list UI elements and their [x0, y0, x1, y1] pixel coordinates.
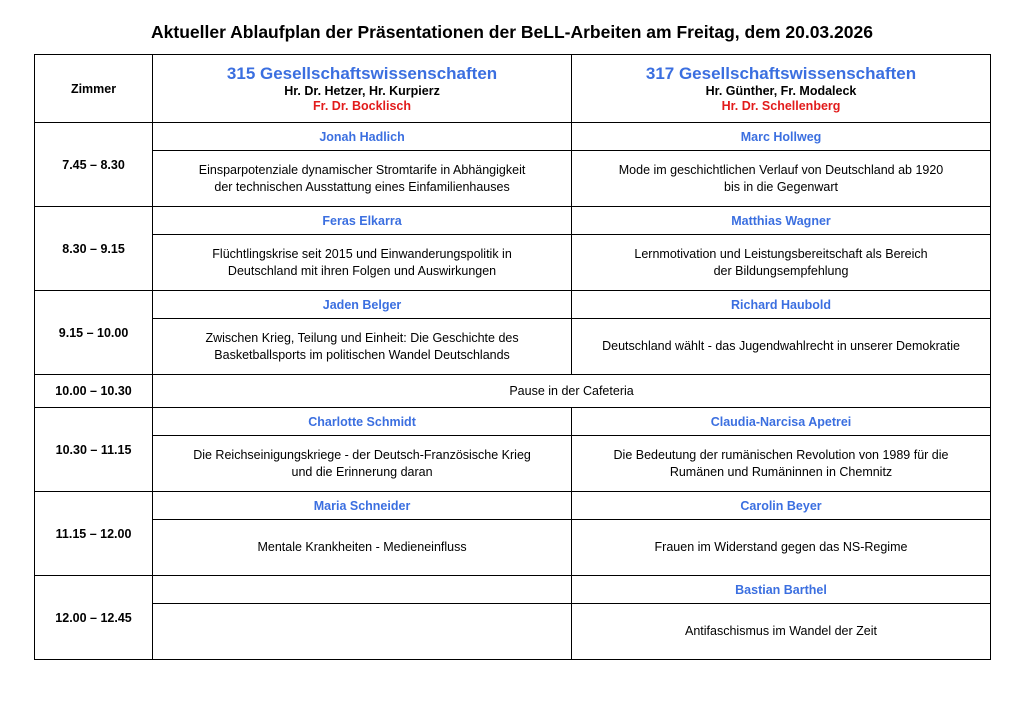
topic-line: bis in die Gegenwart — [724, 179, 838, 194]
topic-line: Einsparpotenziale dynamischer Stromtarife in Abhängigkeit — [198, 162, 526, 177]
time-cell: 10.30 – 11.15 — [35, 408, 153, 492]
topic-cell — [572, 319, 991, 375]
student-name: Matthias Wagner — [572, 207, 991, 235]
slot-topic-row — [35, 235, 991, 291]
topic-cell — [572, 520, 991, 576]
topic-line: der technischen Ausstattung eines Einfamilienhauses — [214, 179, 510, 194]
topic-cell — [153, 436, 572, 492]
slot-name-row — [35, 492, 991, 520]
topic-line: Frauen im Widerstand gegen das NS-Regime — [654, 540, 908, 554]
room-317-header — [572, 55, 991, 123]
topic-line: Zwischen Krieg, Teilung und Einheit: Die Geschichte des — [205, 330, 519, 345]
slot-topic-row — [35, 604, 991, 660]
topic-cell — [153, 235, 572, 291]
slot-topic-row — [35, 151, 991, 207]
pause-label: Pause in der Cafeteria — [153, 375, 991, 408]
topic-line: Lernmotivation und Leistungsbereitschaft als Bereich — [634, 246, 928, 261]
header-row — [35, 55, 991, 123]
topic-cell — [572, 604, 991, 660]
topic-line: Deutschland mit ihren Folgen und Auswirkungen — [227, 263, 497, 278]
topic-line: Mentale Krankheiten - Medieneinfluss — [257, 540, 467, 554]
time-cell: 9.15 – 10.00 — [35, 291, 153, 375]
slot-topic-row — [35, 319, 991, 375]
topic-line: Mode im geschichtlichen Verlauf von Deutschland ab 1920 — [618, 162, 944, 177]
room-teachers: Hr. Günther, Fr. Modaleck — [705, 83, 857, 98]
slot-topic-row — [35, 520, 991, 576]
time-cell: 8.30 – 9.15 — [35, 207, 153, 291]
slot-name-row — [35, 123, 991, 151]
slot-topic-row — [35, 436, 991, 492]
topic-cell — [572, 151, 991, 207]
student-name: Charlotte Schmidt — [153, 408, 572, 436]
room-teacher-highlight: Hr. Dr. Schellenberg — [721, 98, 841, 113]
student-name: Bastian Barthel — [572, 576, 991, 604]
student-name: Claudia-Narcisa Apetrei — [572, 408, 991, 436]
student-name: Marc Hollweg — [572, 123, 991, 151]
page-title: Aktueller Ablaufplan der Präsentationen der BeLL-Arbeiten am Freitag, dem 20.03.2026 — [151, 22, 873, 42]
room-name: 315 Gesellschaftswissenschaften — [226, 63, 498, 83]
slot-name-row — [35, 408, 991, 436]
topic-line: und die Erinnerung daran — [291, 464, 433, 479]
topic-line: Flüchtlingskrise seit 2015 und Einwanderungspolitik in — [212, 246, 512, 261]
student-name: Jonah Hadlich — [153, 123, 572, 151]
student-name: Carolin Beyer — [572, 492, 991, 520]
topic-cell — [572, 235, 991, 291]
topic-line: Die Bedeutung der rumänischen Revolution von 1989 für die — [613, 447, 949, 462]
time-cell: 7.45 – 8.30 — [35, 123, 153, 207]
student-name: Jaden Belger — [153, 291, 572, 319]
room-teacher-highlight: Fr. Dr. Bocklisch — [313, 98, 412, 113]
student-name: Feras Elkarra — [153, 207, 572, 235]
student-name: Maria Schneider — [153, 492, 572, 520]
student-name — [153, 576, 572, 604]
room-label-cell: Zimmer — [35, 55, 153, 123]
topic-line: Deutschland wählt - das Jugendwahlrecht in unserer Demokratie — [602, 339, 960, 353]
topic-line: Basketballsports im politischen Wandel Deutschlands — [214, 347, 510, 362]
slot-name-row — [35, 291, 991, 319]
topic-cell — [572, 436, 991, 492]
topic-cell — [153, 151, 572, 207]
topic-cell — [153, 604, 572, 660]
time-cell: 11.15 – 12.00 — [35, 492, 153, 576]
topic-line: Rumänen und Rumäninnen in Chemnitz — [669, 464, 893, 479]
student-name: Richard Haubold — [572, 291, 991, 319]
slot-name-row — [35, 576, 991, 604]
room-315-header — [153, 55, 572, 123]
topic-cell — [153, 520, 572, 576]
topic-line: der Bildungsempfehlung — [713, 263, 849, 278]
slot-name-row — [35, 207, 991, 235]
schedule-table — [34, 54, 991, 660]
topic-line: Die Reichseinigungskriege - der Deutsch-Französische Krieg — [193, 447, 531, 462]
time-cell: 12.00 – 12.45 — [35, 576, 153, 660]
topic-line: Antifaschismus im Wandel der Zeit — [685, 624, 877, 638]
topic-cell — [153, 319, 572, 375]
pause-row — [35, 375, 991, 408]
room-teachers: Hr. Dr. Hetzer, Hr. Kurpierz — [284, 83, 440, 98]
time-cell: 10.00 – 10.30 — [35, 375, 153, 408]
room-name: 317 Gesellschaftswissenschaften — [645, 63, 917, 83]
